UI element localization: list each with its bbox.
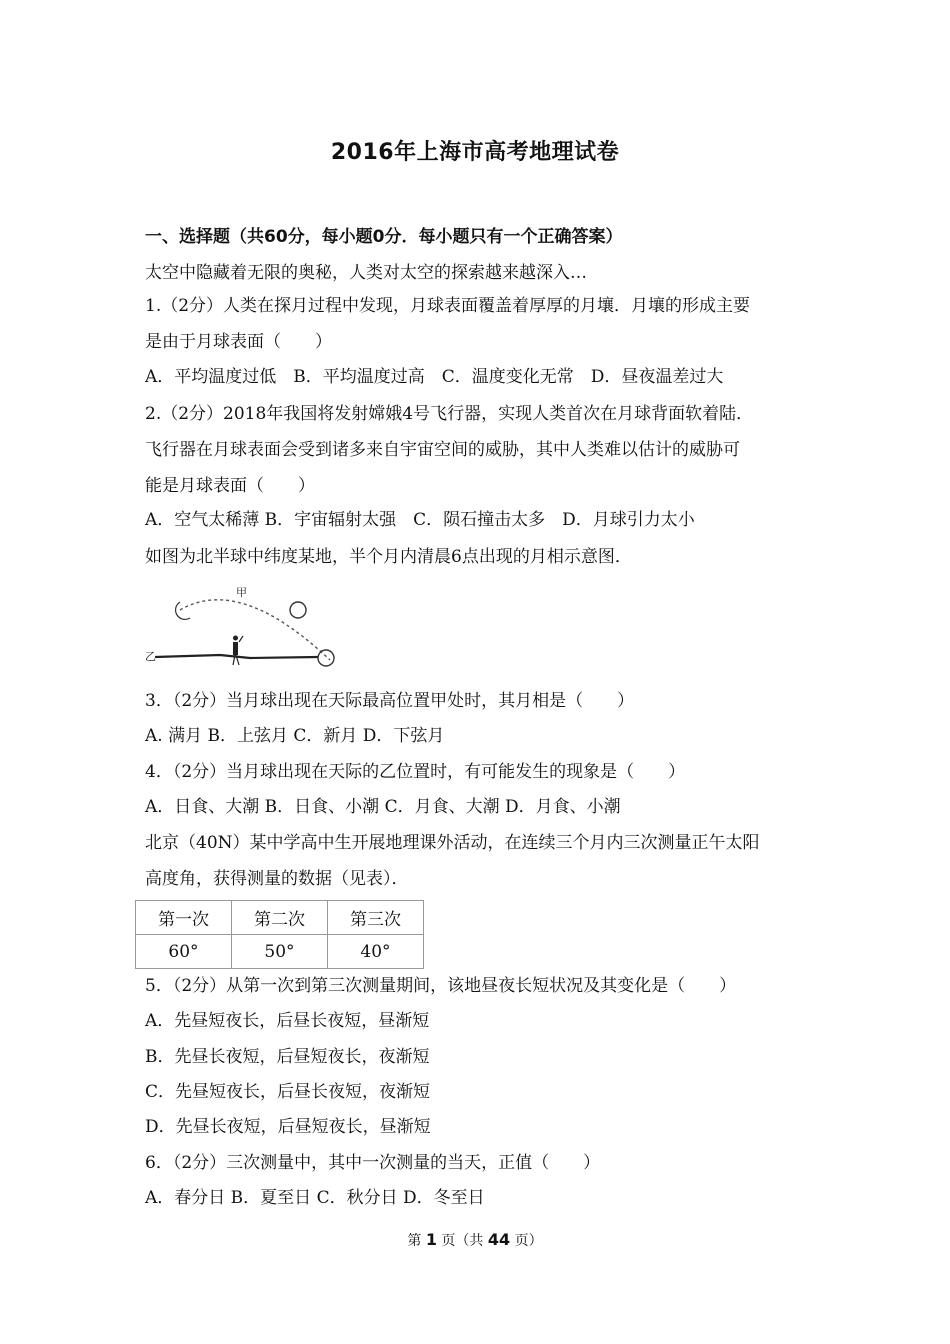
- footer-total-pages: 44: [487, 1230, 511, 1249]
- question-5-line-1: 5．（2分）从第一次到第三次测量期间，该地昼夜长短状况及其变化是（ ）: [145, 976, 737, 996]
- figure-intro: 如图为北半球中纬度某地，半个月内清晨6点出现的月相示意图．: [145, 547, 632, 567]
- moon-phase-figure: [140, 580, 340, 670]
- question-2-line-2: 飞行器在月球表面会受到诸多来自宇宙空间的威胁，其中人类难以估计的威胁可: [145, 440, 740, 460]
- question-5-option-a: A．先昼短夜长，后昼长夜短，昼渐短: [145, 1011, 430, 1031]
- table-header-cell: 第二次: [232, 901, 328, 935]
- question-1-options: A．平均温度过低 B．平均温度过高 C．温度变化无常 D．昼夜温差过大: [145, 367, 724, 387]
- footer-middle: 页（共: [436, 1233, 488, 1249]
- question-1-line-2: 是由于月球表面（ ）: [145, 332, 332, 352]
- page-title: 2016年上海市高考地理试卷: [330, 140, 620, 165]
- question-4-options: A．日食、大潮 B．日食、小潮 C．月食、大潮 D．月食、小潮: [145, 797, 621, 817]
- footer-prefix: 第: [407, 1233, 426, 1249]
- table-cell: 40°: [328, 935, 424, 969]
- question-1-line-1: 1.（2分）人类在探月过程中发现，月球表面覆盖着厚厚的月壤．月壤的形成主要: [145, 296, 751, 316]
- page-footer: [0, 1230, 950, 1250]
- question-2-line-3: 能是月球表面（ ）: [145, 476, 315, 496]
- table-intro-line-1: 北京（40N）某中学高中生开展地理课外活动，在连续三个月内三次测量正午太阳: [145, 833, 760, 853]
- label-yi: 乙: [145, 650, 156, 663]
- table-header-row: [136, 901, 424, 935]
- question-5-option-c: C．先昼短夜长，后昼长夜短，夜渐短: [145, 1082, 431, 1102]
- question-3-options: A. 满月 B．上弦月 C．新月 D．下弦月: [145, 726, 445, 746]
- section-heading: 一、选择题（共60分，每小题0分．每小题只有一个正确答案）: [145, 227, 623, 247]
- measurement-table: [135, 900, 424, 969]
- question-2-line-1: 2.（2分）2018年我国将发射嫦娥4号飞行器，实现人类首次在月球背面软着陆．: [145, 404, 754, 424]
- intro-text: 太空中隐藏着无限的奥秘，人类对太空的探索越来越深入…: [145, 263, 587, 283]
- question-3-line-1: 3．（2分）当月球出现在天际最高位置甲处时，其月相是（ ）: [145, 691, 635, 711]
- question-5-option-d: D．先昼长夜短，后昼短夜长，昼渐短: [145, 1117, 431, 1137]
- footer-suffix: 页）: [510, 1233, 543, 1249]
- table-cell: 50°: [232, 935, 328, 969]
- table-row: [136, 935, 424, 969]
- table-intro-line-2: 高度角，获得测量的数据（见表）．: [145, 869, 409, 889]
- question-5-option-b: B．先昼长夜短，后昼短夜长，夜渐短: [145, 1047, 430, 1067]
- table-header-cell: 第三次: [328, 901, 424, 935]
- table-cell: 60°: [136, 935, 232, 969]
- footer-page-number: 1: [425, 1230, 437, 1249]
- question-6-options: A．春分日 B．夏至日 C．秋分日 D．冬至日: [145, 1188, 485, 1208]
- table-header-cell: 第一次: [136, 901, 232, 935]
- question-2-options: A．空气太稀薄 B．宇宙辐射太强 C．陨石撞击太多 D．月球引力太小: [145, 510, 695, 530]
- label-jia: 甲: [236, 586, 247, 599]
- question-6-line-1: 6．（2分）三次测量中，其中一次测量的当天，正值（ ）: [145, 1153, 601, 1173]
- question-4-line-1: 4．（2分）当月球出现在天际的乙位置时，有可能发生的现象是（ ）: [145, 762, 686, 782]
